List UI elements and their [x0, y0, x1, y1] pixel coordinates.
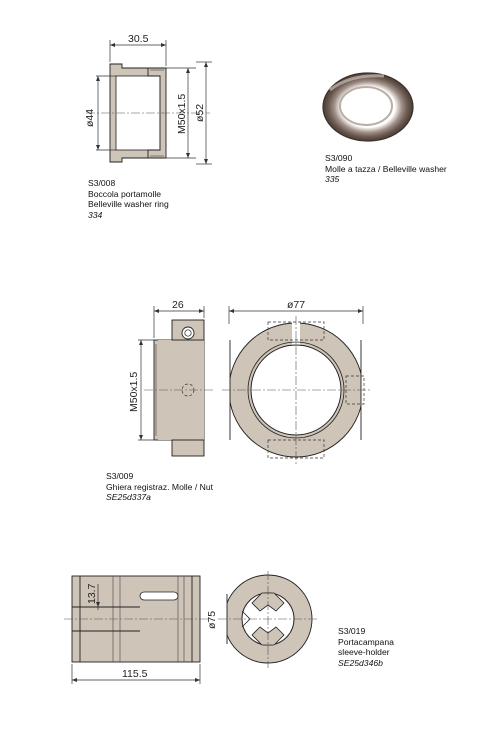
nut-side-view — [128, 299, 214, 456]
dim-thread: M50x1.5 — [176, 93, 188, 134]
dim-nut-outer-dia: ø77 — [287, 299, 306, 311]
part-code: S3/008 — [88, 178, 116, 188]
dim-sleeve-flat: 13.7 — [86, 583, 98, 604]
bushing-drawing — [84, 33, 212, 164]
dim-sleeve-dia: ø75 — [206, 610, 218, 629]
part-description: Molle a tazza / Belleville washer — [325, 163, 447, 174]
dim-nut-width: 26 — [172, 299, 184, 311]
part-name-it: Boccola portamolle — [88, 188, 162, 199]
part-ref: 334 — [88, 209, 103, 220]
caption-sleeve-holder — [338, 626, 394, 668]
part-name-en: Belleville washer ring — [88, 199, 169, 210]
part-code: S3/009 — [106, 471, 134, 481]
part-ref: SE25d337a — [106, 492, 151, 503]
part-name-en: sleeve-holder — [338, 647, 390, 658]
part-name-it: Portacampana — [338, 636, 394, 647]
part-ref: SE25d346b — [338, 657, 383, 668]
dim-nut-thread: M50x1.5 — [128, 371, 140, 412]
caption-bushing — [88, 178, 169, 220]
part-description: Ghiera registraz. Molle / Nut — [106, 481, 213, 492]
sleeve-front-view — [206, 571, 318, 668]
caption-nut — [106, 471, 213, 503]
washer-picture — [323, 73, 413, 141]
part-code: S3/019 — [338, 626, 366, 636]
sleeve-side-view — [64, 576, 208, 684]
dim-sleeve-length: 115.5 — [122, 668, 148, 680]
dim-width: 30.5 — [128, 33, 149, 45]
dim-outer-dia: ø52 — [194, 103, 206, 122]
caption-washer — [325, 153, 447, 185]
part-ref: 335 — [325, 174, 340, 185]
nut-front-view — [220, 299, 372, 464]
dim-inner-dia: ø44 — [84, 108, 96, 127]
part-code: S3/090 — [325, 153, 353, 163]
